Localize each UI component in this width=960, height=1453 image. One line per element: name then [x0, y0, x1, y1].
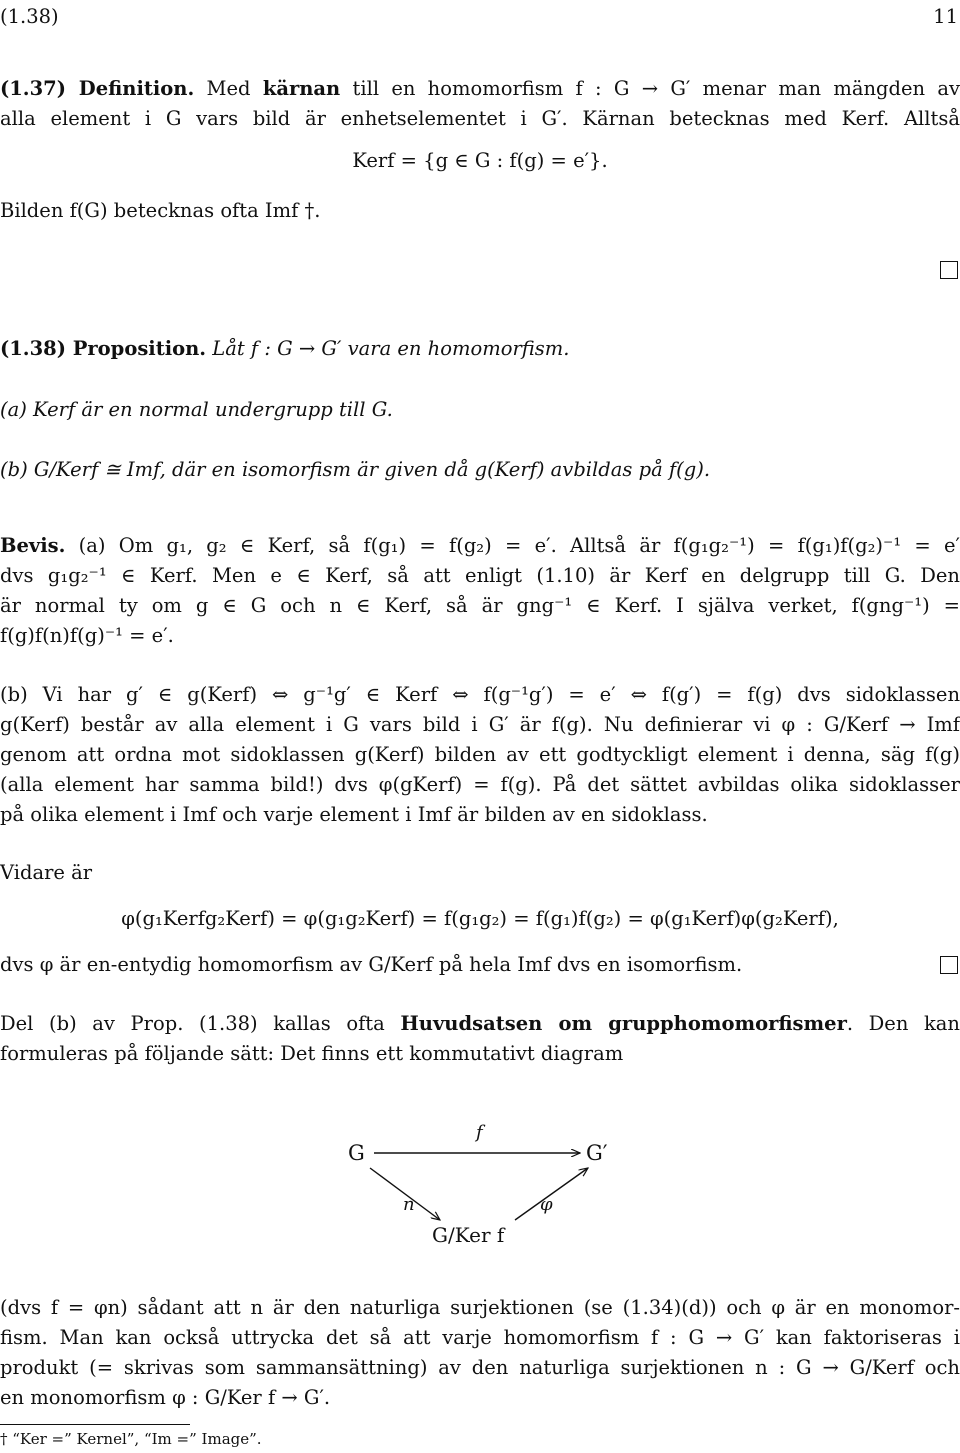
proof-line-3: är normal ty om g ∈ G och n ∈ Kerf, så är gng⁻¹ ∈ Kerf. I själva verket, f(gng⁻¹) = — [0, 594, 960, 617]
term-karnan: kärnan — [262, 77, 341, 100]
proof-b-line-1: (b) Vi har g′ ∈ g(Kerf) ⇔ g⁻¹g′ ∈ Kerf ⇔ f(g⁻¹g′) = e′ ⇔ f(g′) = f(g) dvs sidoklassen — [0, 683, 960, 706]
image-notation: Bilden f(G) betecknas ofta Imf †. — [0, 199, 321, 222]
closing-line-4: en monomorfism φ : G/Ker f → G′. — [0, 1386, 331, 1409]
isomorphism-conclusion: dvs φ är en-entydig homomorfism av G/Kerf på hela Imf dvs en isomorfism. — [0, 953, 743, 976]
diagram-label-n: n — [403, 1194, 415, 1215]
definition-line-1: (1.37) Definition. Med kärnan till en homomorfism f : G → G′ menar man mängden av — [0, 77, 960, 100]
definition-line-2: alla element i G vars bild är enhetselementet i G′. Kärnan betecknas med Kerf. Alltså — [0, 107, 960, 130]
diagram-label-phi: φ — [540, 1194, 553, 1215]
huvudsatsen-term: Huvudsatsen om grupphomomorfismer — [400, 1012, 847, 1035]
closing-line-1: (dvs f = φn) sådant att n är den naturliga surjektionen (se (1.34)(d)) och φ är en monomor- — [0, 1296, 960, 1319]
diagram-label-f: f — [476, 1122, 483, 1143]
diagram-node-G-prime: G′ — [586, 1141, 608, 1165]
header-section: (1.38) — [0, 5, 59, 28]
proposition-heading: (1.38) Proposition. Låt f : G → G′ vara en homomorfism. — [0, 337, 570, 360]
proof-label: Bevis. — [0, 534, 66, 557]
proof-line-2: dvs g₁g₂⁻¹ ∈ Kerf. Men e ∈ Kerf, så att enligt (1.10) är Kerf en delgrupp till G. Den — [0, 564, 960, 587]
page-number: 11 — [933, 5, 958, 28]
footnote-rule — [0, 1424, 190, 1425]
proof-b-line-2: g(Kerf) består av alla element i G vars bild i G′ är f(g). Nu definierar vi φ : G/Kerf → Imf — [0, 713, 960, 736]
proof-b-line-5: på olika element i Imf och varje element i Imf är bilden av en sidoklass. — [0, 803, 708, 826]
diagram-node-quotient: G/Ker f — [432, 1223, 505, 1247]
proposition-part-b: (b) G/Kerf ≅ Imf, där en isomorfism är given då g(Kerf) avbildas på f(g). — [0, 458, 711, 481]
proof-line-4: f(g)f(n)f(g)⁻¹ = e′. — [0, 624, 174, 647]
footnote: † “Ker =” Kernel”, “Im =” Image”. — [0, 1430, 262, 1448]
closing-line-2: fism. Man kan också uttrycka det så att varje homomorfism f : G → G′ kan faktoriseras i — [0, 1326, 960, 1349]
kernel-formula: Kerf = {g ∈ G : f(g) = e′}. — [352, 149, 608, 172]
del-line-1: Del (b) av Prop. (1.38) kallas ofta Huvudsatsen om grupphomomorfismer. Den kan — [0, 1012, 960, 1035]
closing-line-3: produkt (= skrivas som sammansättning) av den naturliga surjektionen n : G → G/Kerf och — [0, 1356, 960, 1379]
del-line-2: formuleras på följande sätt: Det finns ett kommutativt diagram — [0, 1042, 624, 1065]
proof-line-1: Bevis. (a) Om g₁, g₂ ∈ Kerf, så f(g₁) = f(g₂) = e′. Alltså är f(g₁g₂⁻¹) = f(g₁)f(g₂)⁻¹ = e′ — [0, 534, 960, 557]
proposition-part-a: (a) Kerf är en normal undergrupp till G. — [0, 398, 393, 421]
definition-label: (1.37) Definition. — [0, 77, 195, 100]
proposition-label: (1.38) Proposition. — [0, 337, 207, 360]
proof-b-line-4: (alla element har samma bild!) dvs φ(gKerf) = f(g). På det sättet avbildas olika sidoklasser — [0, 773, 960, 796]
diagram-node-G: G — [348, 1141, 365, 1165]
homomorphism-equation: φ(g₁Kerfg₂Kerf) = φ(g₁g₂Kerf) = f(g₁g₂) = f(g₁)f(g₂) = φ(g₁Kerf)φ(g₂Kerf), — [121, 907, 839, 930]
vidare-label: Vidare är — [0, 861, 93, 884]
proof-b-line-3: genom att ordna mot sidoklassen g(Kerf) bilden av ett godtyckligt element i denna, säg f(g) — [0, 743, 960, 766]
